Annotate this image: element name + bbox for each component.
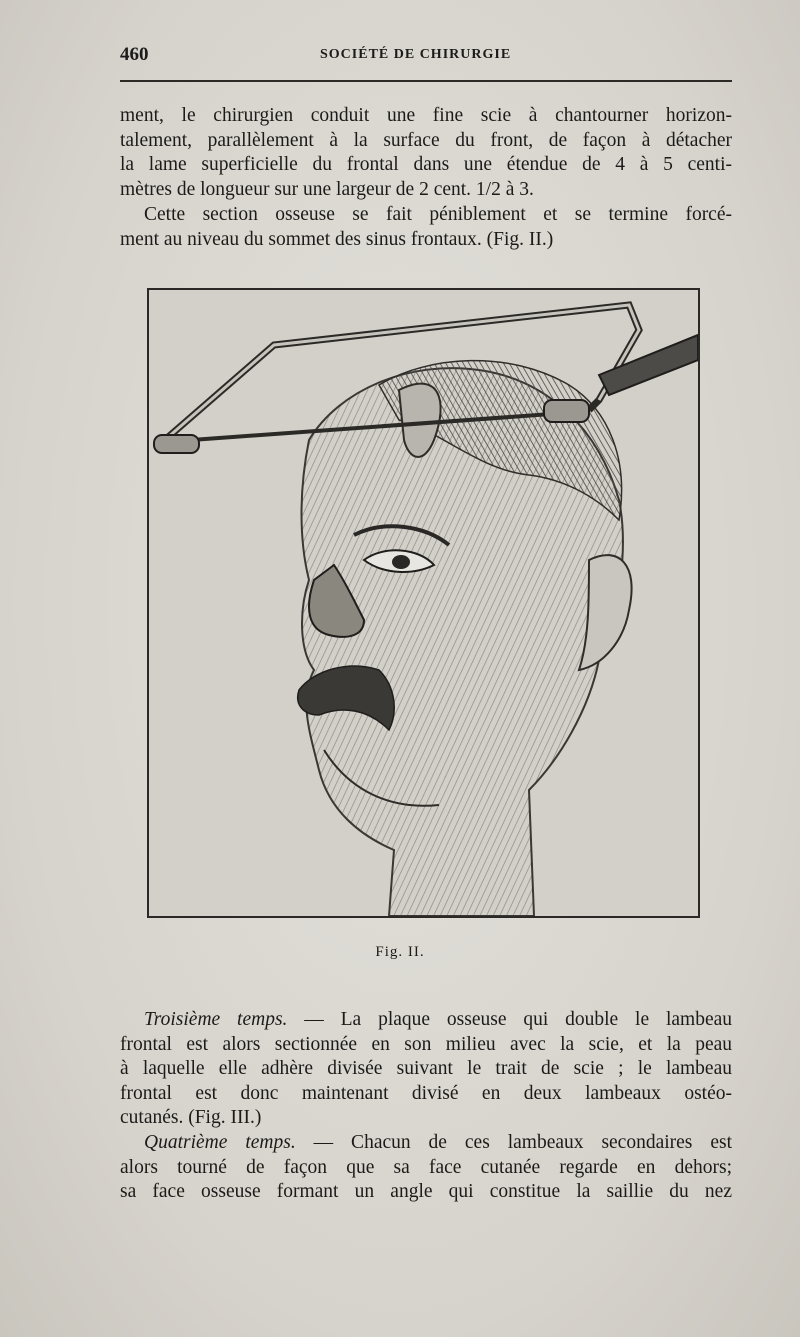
surgical-illustration <box>147 288 700 918</box>
text-line: frontal est alors sectionnée en son milieu avec la scie, et la peau <box>120 1033 732 1055</box>
text-line: ment au niveau du sommet des sinus frontaux. (Fig. II.) <box>120 228 554 250</box>
paragraph-4 <box>120 1131 732 1205</box>
text-line: Cette section osseuse se fait péniblement et se termine forcé- <box>144 204 732 225</box>
page-header <box>120 44 732 70</box>
text-line: la lame superficielle du frontal dans une étendue de 4 à 5 centi- <box>120 154 732 175</box>
text-line: cutanés. (Fig. III.) <box>120 1107 262 1128</box>
text-line: sa face osseuse formant un angle qui constitue la saillie du nez <box>120 1181 732 1202</box>
figure-caption: Fig. II. <box>375 944 425 960</box>
page-number: 460 <box>120 44 149 65</box>
paragraph-2 <box>120 203 732 252</box>
text-line <box>120 1131 732 1156</box>
text-run: — Chacun de ces lambeaux secondaires est <box>295 1132 732 1153</box>
paragraph-1 <box>120 104 732 202</box>
text-run: — La plaque osseuse qui double le lambeau <box>287 1009 733 1030</box>
text-line: mètres de longueur sur une largeur de 2 cent. 1/2 à 3. <box>120 178 534 200</box>
section-lead: Troisième temps. <box>144 1009 288 1030</box>
text-line: à laquelle elle adhère divisée suivant le trait de scie ; le lambeau <box>120 1058 732 1079</box>
section-lead: Quatrième temps. <box>144 1132 296 1153</box>
text-line: talement, parallèlement à la surface du front, de façon à détacher <box>120 129 732 151</box>
text-line: ment, le chirurgien conduit une fine scie à chantourner horizon- <box>120 105 732 126</box>
text-line <box>120 1008 732 1033</box>
text-line: alors tourné de façon que sa face cutanée regarde en dehors; <box>120 1156 732 1178</box>
header-rule <box>120 80 732 82</box>
text-line: frontal est donc maintenant divisé en deux lambeaux ostéo- <box>120 1082 732 1104</box>
illustration-drawing <box>149 290 698 916</box>
running-head: SOCIÉTÉ DE CHIRURGIE <box>320 47 512 62</box>
paragraph-3 <box>120 1008 732 1131</box>
